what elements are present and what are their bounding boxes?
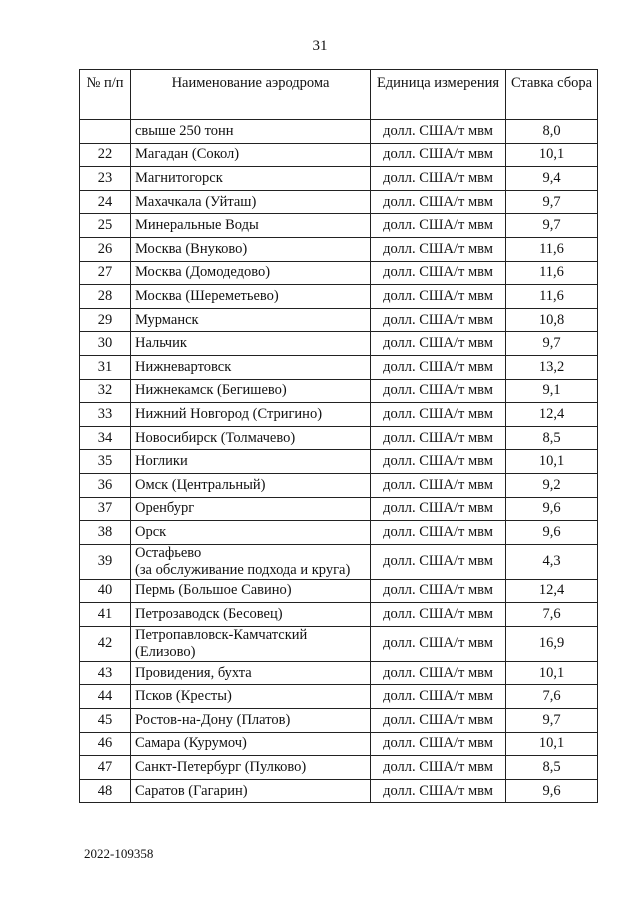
table-row (80, 261, 598, 285)
table-row (80, 403, 598, 427)
fee-rate: 9,6 (506, 521, 598, 545)
table-row (80, 355, 598, 379)
fee-rate: 10,1 (506, 732, 598, 756)
aerodrome-rates-table (79, 69, 598, 803)
unit-of-measure: долл. США/т мвм (371, 544, 506, 579)
aerodrome-name: Нижневартовск (131, 355, 371, 379)
unit-of-measure: долл. США/т мвм (371, 237, 506, 261)
aerodrome-name: Омск (Центральный) (131, 473, 371, 497)
unit-of-measure: долл. США/т мвм (371, 167, 506, 191)
fee-rate: 11,6 (506, 261, 598, 285)
aerodrome-name: Псков (Кресты) (131, 685, 371, 709)
row-number: 42 (80, 626, 131, 661)
aerodrome-name: Петропавловск-Камчатский (Елизово) (131, 626, 371, 661)
table-row (80, 450, 598, 474)
unit-of-measure: долл. США/т мвм (371, 497, 506, 521)
table-row (80, 756, 598, 780)
unit-of-measure: долл. США/т мвм (371, 403, 506, 427)
unit-of-measure: долл. США/т мвм (371, 355, 506, 379)
unit-of-measure: долл. США/т мвм (371, 285, 506, 309)
unit-of-measure: долл. США/т мвм (371, 261, 506, 285)
row-number: 26 (80, 237, 131, 261)
fee-rate: 10,8 (506, 308, 598, 332)
row-number: 22 (80, 143, 131, 167)
aerodrome-name: Минеральные Воды (131, 214, 371, 238)
table-row (80, 308, 598, 332)
table-row (80, 709, 598, 733)
row-number: 45 (80, 709, 131, 733)
table-row (80, 473, 598, 497)
row-number: 41 (80, 603, 131, 627)
document-code: 2022-109358 (84, 846, 154, 861)
row-number: 48 (80, 779, 131, 803)
aerodrome-name: Новосибирск (Толмачево) (131, 426, 371, 450)
header-rate: Ставка сбора (506, 70, 598, 120)
table-row (80, 143, 598, 167)
row-number: 27 (80, 261, 131, 285)
fee-rate: 9,1 (506, 379, 598, 403)
table-row (80, 237, 598, 261)
table-row (80, 779, 598, 803)
unit-of-measure: долл. США/т мвм (371, 626, 506, 661)
unit-of-measure: долл. США/т мвм (371, 450, 506, 474)
row-number: 36 (80, 473, 131, 497)
row-number: 39 (80, 544, 131, 579)
fee-rate: 9,7 (506, 214, 598, 238)
table-row (80, 626, 598, 661)
aerodrome-name: Провидения, бухта (131, 661, 371, 685)
aerodrome-name: Пермь (Большое Савино) (131, 579, 371, 603)
unit-of-measure: долл. США/т мвм (371, 661, 506, 685)
row-number: 40 (80, 579, 131, 603)
aerodrome-name: Оренбург (131, 497, 371, 521)
table-header-row (80, 70, 598, 120)
fee-rate: 8,5 (506, 426, 598, 450)
aerodrome-name: Остафьево (за обслуживание подхода и круга) (131, 544, 371, 579)
aerodrome-name: Орск (131, 521, 371, 545)
fee-rate: 9,7 (506, 709, 598, 733)
unit-of-measure: долл. США/т мвм (371, 603, 506, 627)
aerodrome-name: Москва (Внуково) (131, 237, 371, 261)
row-number: 35 (80, 450, 131, 474)
table-row (80, 579, 598, 603)
row-number: 31 (80, 355, 131, 379)
aerodrome-name: Нижний Новгород (Стригино) (131, 403, 371, 427)
fee-rate: 9,7 (506, 332, 598, 356)
unit-of-measure: долл. США/т мвм (371, 379, 506, 403)
row-number: 34 (80, 426, 131, 450)
fee-rate: 9,7 (506, 190, 598, 214)
fee-rate: 8,5 (506, 756, 598, 780)
fee-rate: 7,6 (506, 685, 598, 709)
table-row (80, 214, 598, 238)
table-row (80, 544, 598, 579)
aerodrome-name: Махачкала (Уйташ) (131, 190, 371, 214)
aerodrome-name: Ноглики (131, 450, 371, 474)
page-number: 31 (312, 38, 328, 54)
unit-of-measure: долл. США/т мвм (371, 143, 506, 167)
fee-rate: 10,1 (506, 661, 598, 685)
aerodrome-name: Мурманск (131, 308, 371, 332)
fee-rate: 11,6 (506, 285, 598, 309)
aerodrome-name: Санкт-Петербург (Пулково) (131, 756, 371, 780)
unit-of-measure: долл. США/т мвм (371, 521, 506, 545)
row-number: 38 (80, 521, 131, 545)
fee-rate: 16,9 (506, 626, 598, 661)
fee-rate: 10,1 (506, 450, 598, 474)
unit-of-measure: долл. США/т мвм (371, 190, 506, 214)
row-number: 33 (80, 403, 131, 427)
table-row (80, 332, 598, 356)
row-number: 32 (80, 379, 131, 403)
unit-of-measure: долл. США/т мвм (371, 685, 506, 709)
unit-of-measure: долл. США/т мвм (371, 426, 506, 450)
fee-rate: 9,4 (506, 167, 598, 191)
table-row (80, 190, 598, 214)
row-number: 46 (80, 732, 131, 756)
aerodrome-name: Нальчик (131, 332, 371, 356)
table-row (80, 285, 598, 309)
row-number: 37 (80, 497, 131, 521)
unit-of-measure: долл. США/т мвм (371, 579, 506, 603)
aerodrome-name: Ростов-на-Дону (Платов) (131, 709, 371, 733)
table-row (80, 120, 598, 144)
unit-of-measure: долл. США/т мвм (371, 756, 506, 780)
table-row (80, 167, 598, 191)
aerodrome-name: Самара (Курумоч) (131, 732, 371, 756)
row-number: 29 (80, 308, 131, 332)
aerodrome-name: Магнитогорск (131, 167, 371, 191)
fee-rate: 9,2 (506, 473, 598, 497)
fee-rate: 7,6 (506, 603, 598, 627)
unit-of-measure: долл. США/т мвм (371, 779, 506, 803)
table-row (80, 379, 598, 403)
fee-rate: 10,1 (506, 143, 598, 167)
fee-rate: 9,6 (506, 779, 598, 803)
aerodrome-name: Саратов (Гагарин) (131, 779, 371, 803)
row-number: 24 (80, 190, 131, 214)
unit-of-measure: долл. США/т мвм (371, 732, 506, 756)
aerodrome-name: Москва (Домодедово) (131, 261, 371, 285)
row-number (80, 120, 131, 144)
fee-rate: 8,0 (506, 120, 598, 144)
table-row (80, 603, 598, 627)
header-aerodrome-name: Наименование аэродрома (131, 70, 371, 120)
fee-rate: 9,6 (506, 497, 598, 521)
aerodrome-name: Магадан (Сокол) (131, 143, 371, 167)
header-unit: Единица измерения (371, 70, 506, 120)
table-body (80, 120, 598, 803)
header-number: № п/п (80, 70, 131, 120)
table-row (80, 661, 598, 685)
fee-rate: 12,4 (506, 403, 598, 427)
table-row (80, 732, 598, 756)
row-number: 47 (80, 756, 131, 780)
aerodrome-name: свыше 250 тонн (131, 120, 371, 144)
row-number: 23 (80, 167, 131, 191)
unit-of-measure: долл. США/т мвм (371, 709, 506, 733)
fee-rate: 11,6 (506, 237, 598, 261)
aerodrome-name: Москва (Шереметьево) (131, 285, 371, 309)
row-number: 44 (80, 685, 131, 709)
fee-rate: 13,2 (506, 355, 598, 379)
table-row (80, 426, 598, 450)
unit-of-measure: долл. США/т мвм (371, 332, 506, 356)
fee-rate: 4,3 (506, 544, 598, 579)
row-number: 25 (80, 214, 131, 238)
aerodrome-name: Петрозаводск (Бесовец) (131, 603, 371, 627)
row-number: 28 (80, 285, 131, 309)
row-number: 30 (80, 332, 131, 356)
unit-of-measure: долл. США/т мвм (371, 473, 506, 497)
table-row (80, 521, 598, 545)
unit-of-measure: долл. США/т мвм (371, 308, 506, 332)
aerodrome-name: Нижнекамск (Бегишево) (131, 379, 371, 403)
fee-rate: 12,4 (506, 579, 598, 603)
table-row (80, 685, 598, 709)
unit-of-measure: долл. США/т мвм (371, 120, 506, 144)
row-number: 43 (80, 661, 131, 685)
unit-of-measure: долл. США/т мвм (371, 214, 506, 238)
table-row (80, 497, 598, 521)
